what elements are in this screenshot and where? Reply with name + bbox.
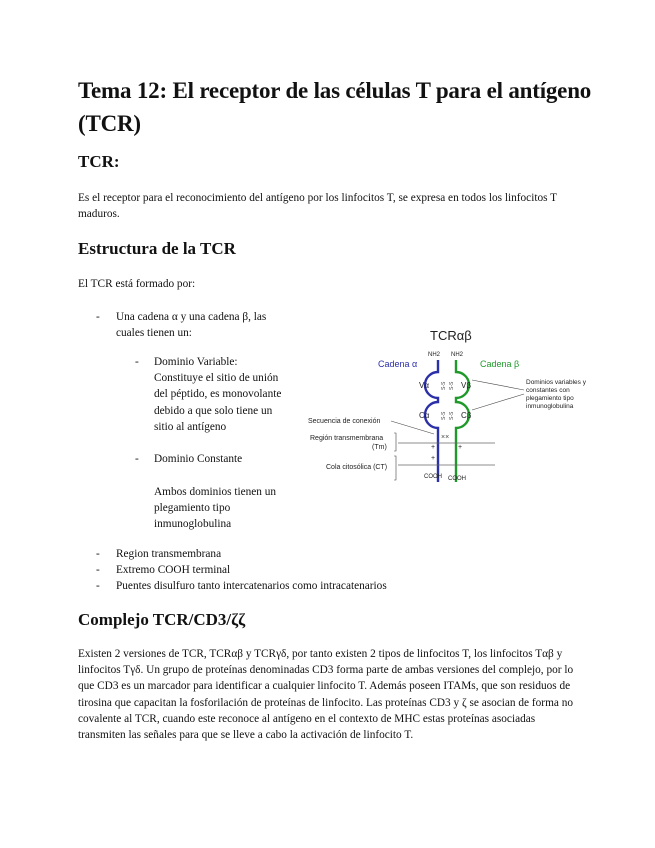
tm-bracket	[394, 433, 396, 451]
bullet-dash: -	[135, 453, 139, 465]
label-c-alpha: Cα	[419, 411, 430, 420]
bullet-dash: -	[96, 580, 100, 592]
label-plus-3: +	[458, 444, 463, 451]
label-v-beta: Vβ	[461, 381, 471, 390]
heading-structure: Estructura de la TCR	[78, 239, 236, 258]
label-ss-1: S-S	[441, 381, 447, 390]
domains-pointer-2	[472, 394, 524, 410]
label-nh2-left: NH2	[428, 352, 441, 358]
sub-bullet-constant: Dominio Constante	[154, 453, 243, 465]
paragraph-complex: Existen 2 versiones de TCR, TCRαβ y TCRγδ, por tanto existen 2 tipos de linfocitos T, los linfocitos Tαβ y linfocitos Tγδ. Un grupo de proteínas denominadas CD3 forma parte de ambas versiones del complejo, por lo que CD3 es un marcador para identificar a cualquier linfocito T. Además poseen ITAMs, que son residuos de tirosina que capacitan la fosforilación de proteínas de linfocito. Las proteínas CD3 y ζ se asocian de forma no covalente al TCR, cuando este reconoce al antígeno en el contexto de MHC estas proteínas asociadas transmiten las señales para que se lleve a cabo la activación de linfocito T.	[78, 648, 574, 742]
tcr-diagram	[300, 318, 600, 488]
sub-note-domains: Ambos dominios tienen un plegamiento tipo inmunoglobulina	[154, 486, 277, 531]
label-ss-2: S-S	[449, 381, 455, 390]
label-c-beta: Cβ	[461, 411, 472, 420]
alpha-chain-line	[425, 360, 438, 482]
label-ss-4: S-S	[449, 411, 455, 420]
label-cooh-left: COOH	[424, 474, 442, 480]
label-tm-abbr: (Tm)	[372, 444, 387, 451]
label-ss-3: S-S	[441, 411, 447, 420]
label-chain-beta: Cadena β	[480, 359, 520, 369]
heading-complex: Complejo TCR/CD3/ζζ	[78, 610, 246, 629]
label-plus-2: +	[431, 455, 436, 462]
beta-chain-line	[456, 360, 469, 482]
label-v-alpha: Vα	[419, 381, 429, 390]
label-ct: Cola citosólica (CT)	[326, 464, 388, 471]
label-domains-line-1: Dominios variables y	[526, 379, 586, 386]
bullet-chains: Una cadena α y una cadena β, las cuales tienen un:	[116, 311, 267, 340]
sub-bullet-variable: Dominio Variable: Constituye el sitio de unión del péptido, es monovolante debido a que solo tiene un sitio al antígeno	[154, 356, 282, 433]
label-tm: Región transmembrana	[310, 435, 384, 442]
ct-bracket	[394, 456, 396, 480]
label-nh2-right: NH2	[451, 352, 464, 358]
bullet-dash: -	[135, 356, 139, 368]
bullet-cooh: Extremo COOH terminal	[116, 564, 231, 576]
domains-pointer-1	[472, 380, 524, 390]
paragraph-structure-intro: El TCR está formado por:	[78, 278, 196, 290]
label-connection: Secuencia de conexión	[308, 418, 381, 425]
heading-tcr: TCR:	[78, 152, 120, 171]
bullet-dash: -	[96, 548, 100, 560]
bullet-dash: -	[96, 564, 100, 576]
label-domains-line-2: constantes con	[526, 387, 570, 394]
bullet-disulfide: Puentes disulfuro tanto intercatenarios como intracatenarios	[116, 580, 387, 592]
diagram-title: TCRαβ	[430, 328, 472, 343]
label-plus-1: +	[431, 444, 436, 451]
label-domains-line-4: inmunoglobulina	[526, 403, 574, 410]
page-title: Tema 12: El receptor de las células T para el antígeno (TCR)	[78, 78, 592, 136]
label-chain-alpha: Cadena α	[378, 359, 418, 369]
paragraph-tcr: Es el receptor para el reconocimiento del antígeno por los linfocitos T, se expresa en todos los linfocitos T maduros.	[78, 192, 557, 221]
bullet-dash: -	[96, 311, 100, 323]
label-domains-line-3: plegamiento tipo	[526, 395, 574, 402]
label-cooh-right: COOH	[448, 476, 466, 482]
bullet-transmembrane: Region transmembrana	[116, 548, 222, 560]
label-interchain-bond: ××	[441, 434, 450, 441]
